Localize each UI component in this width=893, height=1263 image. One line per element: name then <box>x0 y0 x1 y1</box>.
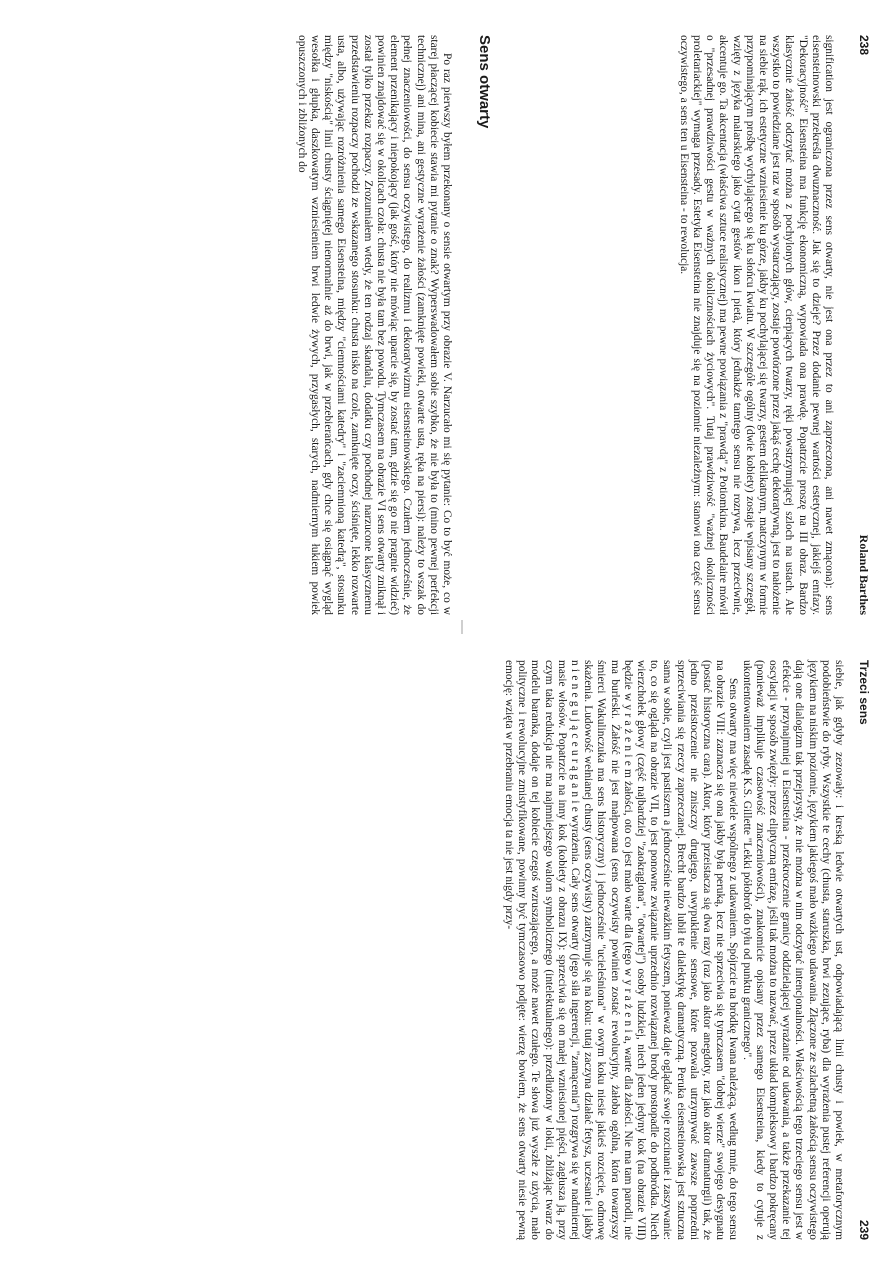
section-heading: Sens otwarty <box>476 35 493 129</box>
body-text-block <box>677 35 835 615</box>
running-header <box>851 25 871 625</box>
running-title: Trzeci sens <box>857 660 871 725</box>
paragraph: Po raz pierwszy byłem przekonany o sensie otwartym przy obrazie V. Narzucało mi się pytanie: Co to być może, co w starej płaczącej kobiecie stawia mi pytanie o znak? Wyperswadowałem sobie szybko, że nie była to (mino pewnej perfekcji technicznej) ani mina, ani gestyczne wyrażenie żałości (zamknięte powieki, otwarte usta, ręka na piersi): należy to wszak do pełnej znaczeniowości, do sensu oczywistego, do realizmu i dekoratywizmu eisensteinowskiego. Czułem jednocześnie, że element przenikający i niepokojący (jak gość, który nie mówiąc uparcie się, by zostać tam, gdzie się go nie pragnie widzieć) powinien znajdować się w okolicach czoła: chusta nie była tam bez powodu. Tymczasem na obrazie VI sens otwarty zniknął i został tylko przekaz rozpaczy. Zrozumiałem wtedy, że ten rodzaj skandalu, dodatku czy pochodnej narzucone klasycznemu przedstawieniu rozpaczy pochodzi ze wskazanego stosunku: chusta nisko na czole, zamknięte oczy, ściśnięte, lekko rozwarte usta, albo, używając rozróżnienia samego Eisensteina, między "ciemnościami katedry" i "zaciemnioną katedrą", stosunku między "niskością" linii chusty ściągniętej nienormalnie aż do brwi, jak w przebierańcach, gdy chce się osiągnąć wygląd wesołka i głupka, daszkowatym wzniesieniem brwi ledwie żywych, przygasłych, starych, nadmiernym łukiem powiek opuszczonych i zbliżonych do <box>295 35 453 615</box>
body-text-block <box>502 660 845 1240</box>
running-header <box>851 650 871 1250</box>
running-title: Roland Barthes <box>857 534 871 615</box>
page-number: 238 <box>857 35 871 56</box>
paragraph: signification jest ograniczona przez sens otwarty, nie jest ona przez to ani zaprzeczona, ani nawet zmącona): sens eisensteinowski przekreśla dwuznaczność. Jak się to dzieje? Przez dodanie pewnej wartości estetycznej, jakiejś emfazy. "Dekoracyjność" Eisensteina ma funkcję ekonomiczną, wypowiada ona prawdę. Popatrzcie proszę na III obraz. Bardzo klasycznie żałość odczytać można z pochylonych głów, cierpiących twarzy, ręki powstrzymującej szloch na ustach. Ale wszystko to powiedziane jest raz w sposób wystarczający, zostaje powtórzone przez jakąś cechę dekoratywną, jest to nałożenie na siebie rąk, ich estetyczne wzniesienie ku górze, jakby ku pochylającej się twarzy, gestem delikatnym, matczynym w formie przypominającym prośbę wychylającego się ku słońcu kwiatu. W szczególe ogólny (dwie kobiety) zostaje wpisany szczegół, wzięty z języka malarskiego jako cytat gestów ikon i pietà, który jednakże tamtego sensu nie rozrywa, lecz przeciwnie, akcentuje go. Ta akcentacja (właściwa sztuce realistycznej) ma pewne powiązania z "prawdą" z Potiomkina. Baudelaire mówił o "przesadnej prawdziwości gestu w ważnych okolicznościach życiowych". Tutaj prawdziwość "ważnej okoliczności proletariackiej" wymaga przesady. Estetyka Eisensteina nie znajduje się na poziomie niezależnym: stanowi ona część sensu oczywistego, a sens ten u Eisensteina - to rewolucja. <box>677 35 835 615</box>
page-number: 239 <box>857 1219 871 1240</box>
left-page <box>0 25 893 625</box>
paragraph: Sens otwarty ma więc niewiele wspólnego z udawaniem. Spójrzcie na bródkę Iwana należącą, według mnie, do tego sensu na obrazie VIII: zaznacza się ona jakby była peruką, lecz nie sprzeciwia się tymczasem "dobrej wierze" swojego desygnatu (postać historyczna cara). Aktor, który przeistacza się dwa razy (raz jako aktor anegdoty, raz jako aktor dramaturgii) tak, że jedno przeistoczenie nie zniszczy drugiego, uwypuklenie sensowe, które pozwala utrzymywać zawsze poprzedni sprzeciwiania się rzeczy zaprzeczanej. Brecht bardzo lubił te dialektykę dramatyczną. Peruka eisensteinowska jest sztuczna sama w sobie, czyli jest pastiszem a jednocześnie nieważkim fetyszem, ponieważ daje oglądać swoje rozcinanie i zaszywanie: to, co się ogląda na obrazie VII, to jest ponowne związanie uprzednio rozwiązanej brody prostopadle do podbródka. Niech wierzchołek głowy (część najbardziej "zaokrąglona", "otwartej") osoby ludzkiej, niech jeden jedyny kok (na obrazie VIII) będzie w y r a ż e n i e m żałości, oto co jest mało warte dla (tego w y r a ż e n i a, warte dla żałości. Nie ma tam parodii, nie ma burleski. Żałość nie jest małpowana (sens oczywisty powinien zostać rewolucyjny, żałoba ogólna, która towarzyszy śmierci Wakulinczuka ma sens historyczny) i jednocześnie "ucieleśniona" w owym koku niesie jakieś rozcięcie, odmowę skażenia. Ludowość wełnianej chusty (sens oczywisty) zatrzymuje się na koku: tutaj zaczyna działać fetysz, uczesanie i jakby n i e n e g u j ą c e u r ą g a n i e wyrażenia. Cały sens otwarty (jego siła ingerencji, "zamącenia") rozgrywa się w nadmiernej masie włosów. Popatrzcie na inny kok (kobiety z obrazu IX): sprzeciwia się on małej wzniesionej pięści, zagłusza ją, przy czym taka redukcja nie ma najmniejszego walorn symbolicznego (intelektualnego): przedłużony w lokii, zbliżając twarz do modelu baranka, dodaje on tej kobiecie czegoś wzruszającego, a może nawet czułego. Te słowa już wyszłe z użycia, mało polityczne i rewolucyjne zmistyfikowane, powinny być tymczasowo podjęte: wierzę bowiem, że sens otwarty niesie pewną emocję: wzięta w przebraniu emocja ta nie jest nigdy przy- <box>502 660 740 1240</box>
page-gutter-mark <box>461 620 463 634</box>
paragraph: siebie, jak gdyby zezowały: i kreską ledwie otwartych ust, odpowiadającą linii chusty i powiek, w metaforycznym podobieństwie do ryby. Wszystkie te cechy (chusta, staruszka, brwi zezujące, ryba) dla wyrażenia pustej referencji operują językiem na niskim poziomie, językiem jakiegoś mało ważkiego udawania. Złączone ze szlachetną żałością sensu oczywistego dają one dialogizm tak przejrzysty, że nie można w nim odczytać intencjonalności. Właściwością tego trzeciego sensu jest w efekcie - przynajmniej u Eisensteina - przekroczenie granicy oddzielającej wyrażanie od udawania, a także przekazanie tej oscylacji w sposób zwięzły: przez eliptyczną emfazę, jeśli tak można to nazwać, przez układ kompleksowy i bardzo pokręcany (ponieważ implikuje czasowość znaczeniowości), znakomicie opisany przez samego Eisensteina, kiedy to cytuje z ukontentowaniem zasadę K.S. Gillette "Lekki półobrót do tyłu od punktu granicznego". <box>740 660 845 1240</box>
right-page <box>0 650 893 1250</box>
body-text-block <box>295 35 453 615</box>
